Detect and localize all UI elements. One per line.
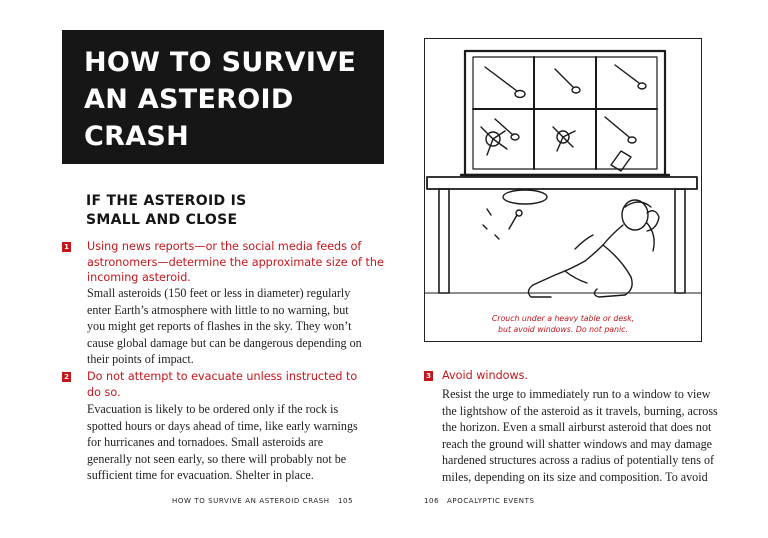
chapter-title-line: HOW TO SURVIVE xyxy=(84,47,357,78)
step-body-line: enter Earth’s atmosphere with little to no warning, but xyxy=(87,302,349,317)
step-body-line: miles, depending on its size and composition. To avoid xyxy=(442,469,708,484)
step-body-line: reach the ground will shatter windows and may damage xyxy=(442,436,713,451)
illustration-frame xyxy=(424,38,702,342)
chapter-title-block xyxy=(62,30,384,164)
step-heading-line: incoming asteroid. xyxy=(87,271,191,284)
step-body-line: hardened structures across a radius of potentially tens of xyxy=(442,453,715,467)
step-heading xyxy=(87,239,384,286)
step-body-line: for hurricanes and tornadoes. Small asteroids are xyxy=(87,435,324,449)
step-body-line: the lightshow of the asteroid as it travels, burning, across xyxy=(442,403,718,418)
step-heading xyxy=(87,369,367,400)
page-number: 105 xyxy=(338,497,354,505)
step-body-line: generally not seen early, so there will probably not be xyxy=(87,451,347,466)
step-body xyxy=(87,285,377,368)
step-body-line: Resist the urge to immediately run to a window to view xyxy=(442,387,711,401)
step-body xyxy=(442,386,732,485)
step-body-line: Evacuation is likely to be ordered only if the rock is xyxy=(87,402,339,416)
step-body-line: Small asteroids (150 feet or less in diameter) regularly xyxy=(87,286,351,300)
step-heading-line: Do not attempt to evacuate unless instructed to xyxy=(87,370,358,383)
step-heading xyxy=(442,368,722,384)
step-heading-line: astronomers—determine the approximate size of the xyxy=(87,255,384,269)
running-footer: APOCALYPTIC EVENTS xyxy=(447,497,535,505)
step-heading-line: Using news reports—or the social media feeds of xyxy=(87,240,362,253)
caption-line: but avoid windows. Do not panic. xyxy=(498,325,628,334)
step-heading-line: Avoid windows. xyxy=(442,369,529,382)
step-number-badge: 2 xyxy=(62,372,71,382)
step-body-line: sufficient time for evacuation. Shelter in place. xyxy=(87,468,314,482)
running-footer: HOW TO SURVIVE AN ASTEROID CRASH xyxy=(172,497,330,505)
page-number: 106 xyxy=(424,497,440,505)
section-subhead xyxy=(86,192,366,230)
step-number-badge: 3 xyxy=(424,371,433,381)
caption-line: Crouch under a heavy table or desk, xyxy=(491,314,635,323)
step-body-line: you might get reports of flashes in the sky. They won’t xyxy=(87,319,352,333)
step-body-line: the horizon. Even a small airburst asteroid that does not xyxy=(442,420,712,434)
subhead-line: IF THE ASTEROID IS xyxy=(86,193,247,209)
step-number-badge: 1 xyxy=(62,242,71,252)
step-body-line: their points of impact. xyxy=(87,352,194,366)
crouching-under-table-illustration xyxy=(425,39,702,342)
chapter-title-line: CRASH xyxy=(84,121,190,152)
step-body-line: cause global damage but can be dangerous depending on xyxy=(87,335,362,350)
illustration-caption xyxy=(425,313,701,335)
subhead-line: SMALL AND CLOSE xyxy=(86,212,238,228)
step-body-line: spotted hours or days ahead of time, like early warnings xyxy=(87,418,358,433)
chapter-title-line: AN ASTEROID xyxy=(84,84,294,115)
step-heading-line: do so. xyxy=(87,385,121,399)
step-body xyxy=(87,401,377,484)
